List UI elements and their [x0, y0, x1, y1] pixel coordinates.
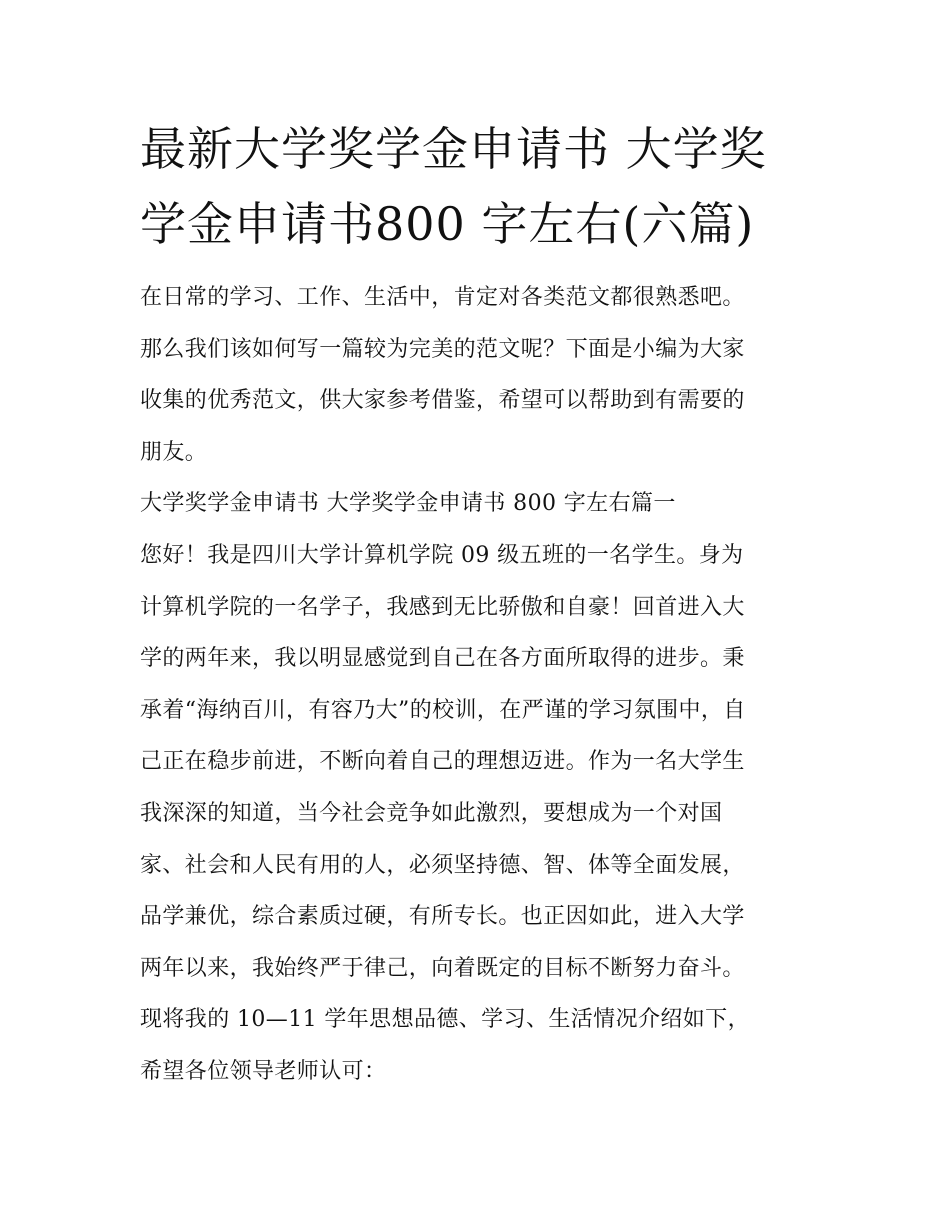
document-body [140, 272, 820, 1098]
body-line: 己正在稳步前进，不断向着自己的理想迈进。作为一名大学生 [140, 749, 745, 775]
intro-paragraph [140, 272, 820, 478]
document-title [140, 112, 820, 262]
body-line: 学的两年来，我以明显感觉到自己在各方面所取得的进步。秉 [140, 646, 745, 672]
section-heading [140, 478, 820, 530]
body-line: 家、社会和人民有用的人，必须坚持德、智、体等全面发展， [140, 852, 745, 878]
body-line: 我深深的知道，当今社会竞争如此激烈，要想成为一个对国 [140, 800, 723, 826]
body-paragraph [140, 530, 820, 1098]
body-line: 希望各位领导老师认可： [140, 1058, 387, 1084]
body-line: 品学兼优，综合素质过硬，有所专长。也正因如此，进入大学 [140, 904, 745, 930]
intro-line: 朋友。 [140, 439, 208, 465]
body-line: 计算机学院的一名学子，我感到无比骄傲和自豪！回首进入大 [140, 594, 745, 620]
intro-line: 在日常的学习、工作、生活中，肯定对各类范文都很熟悉吧。 [140, 285, 745, 310]
intro-line: 那么我们该如何写一篇较为完美的范文呢？下面是小编为大家 [140, 336, 745, 362]
body-line: 现将我的 10—11 学年思想品德、学习、生活情况介绍如下， [140, 1007, 750, 1033]
title-line: 学金申请书800 字左右(六篇) [140, 197, 755, 251]
intro-line: 收集的优秀范文，供大家参考借鉴，希望可以帮助到有需要的 [140, 388, 745, 414]
body-line: 两年以来，我始终严于律己，向着既定的目标不断努力奋斗。 [140, 955, 745, 981]
body-line: 承着“海纳百川，有容乃大”的校训，在严谨的学习氛围中，自 [140, 697, 746, 723]
section-heading-text: 大学奖学金申请书 大学奖学金申请书 800 字左右篇一 [140, 491, 676, 517]
body-line: 您好！我是四川大学计算机学院 09 级五班的一名学生。身为 [140, 542, 744, 568]
title-line: 最新大学奖学金申请书 大学奖 [140, 122, 767, 176]
